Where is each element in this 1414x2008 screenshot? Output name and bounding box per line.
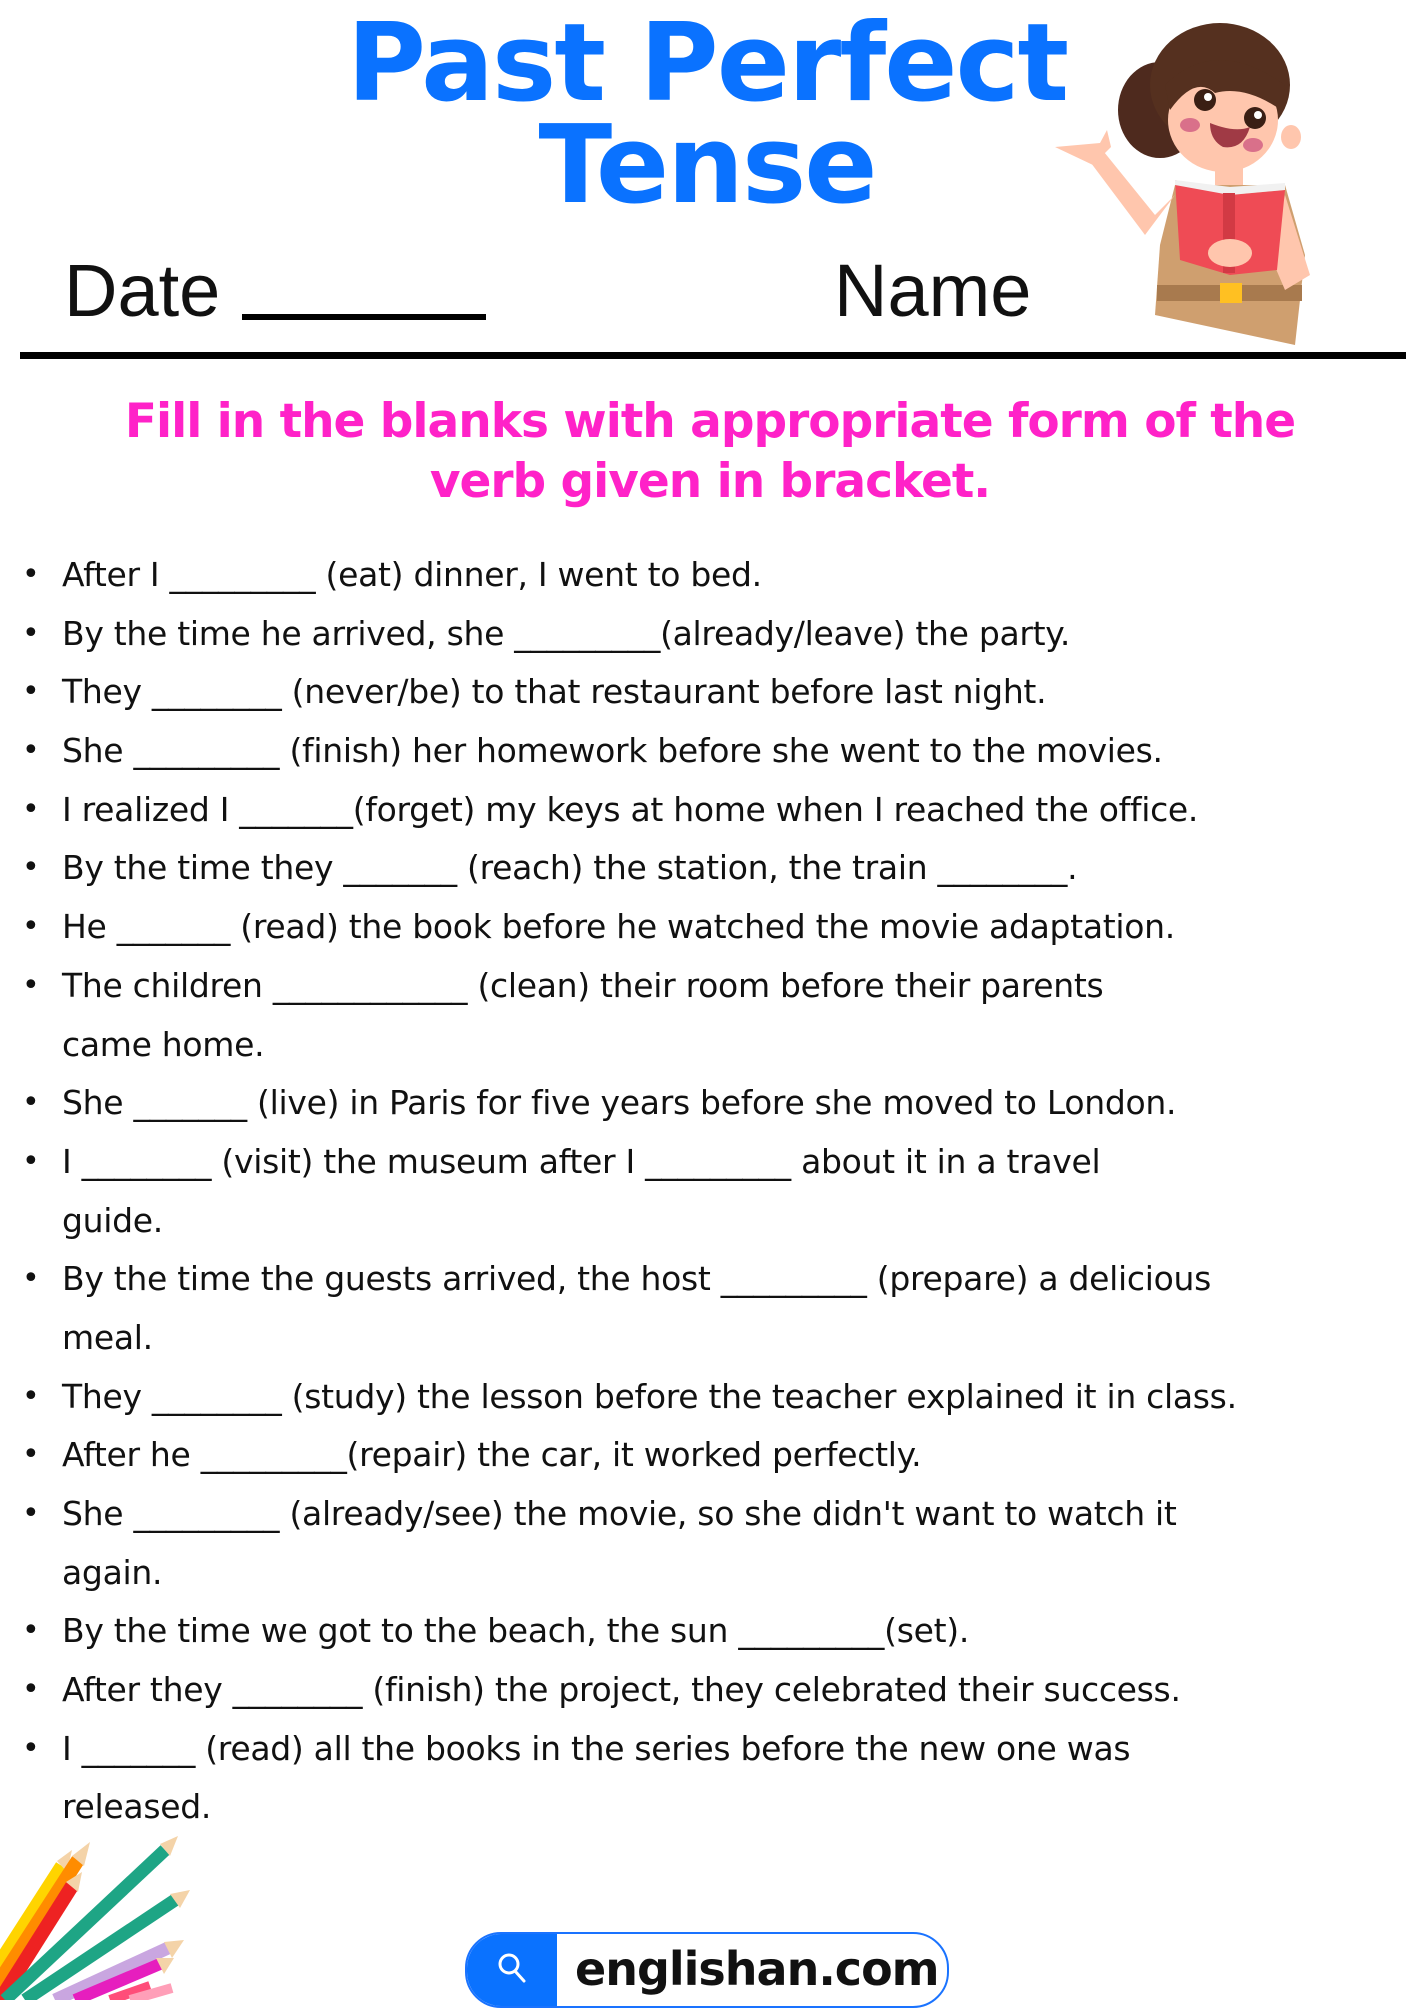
bullet: •	[22, 1437, 40, 1473]
search-icon	[497, 1952, 527, 1984]
exercise-text: By the time the guests arrived, the host _________ (prepare) a delicious	[62, 1259, 1211, 1299]
bullet: •	[22, 1085, 40, 1121]
bullet: •	[22, 850, 40, 886]
list-item	[0, 781, 1414, 840]
list-item	[0, 1426, 1414, 1485]
exercise-text: They ________ (study) the lesson before the teacher explained it in class.	[62, 1376, 1237, 1416]
exercise-text: The children ____________ (clean) their room before their parents	[62, 965, 1104, 1005]
bullet: •	[22, 1143, 40, 1179]
exercise-text: guide.	[62, 1200, 163, 1240]
exercise-text: After they ________ (finish) the project, they celebrated their success.	[62, 1670, 1181, 1710]
exercise-text: She _________ (finish) her homework before she went to the movies.	[62, 731, 1163, 771]
bullet: •	[22, 1496, 40, 1531]
exercise-text: I _______ (read) all the books in the series before the new one was	[62, 1728, 1131, 1768]
list-item	[0, 1485, 1414, 1544]
list-item	[0, 1368, 1414, 1427]
exercise-text: They ________ (never/be) to that restaurant before last night.	[62, 672, 1047, 712]
list-item-continuation	[0, 1192, 1414, 1251]
list-item	[0, 663, 1414, 722]
exercise-text: came home.	[62, 1024, 265, 1064]
exercise-text: She _________ (already/see) the movie, so she didn't want to watch it	[62, 1494, 1177, 1533]
bullet: •	[22, 674, 40, 710]
exercise-text: He _______ (read) the book before he watched the movie adaptation.	[62, 907, 1175, 947]
exercise-text: After he _________(repair) the car, it worked perfectly.	[62, 1435, 922, 1475]
instruction-heading	[60, 392, 1360, 512]
list-item-continuation	[0, 1016, 1414, 1075]
list-item	[0, 898, 1414, 957]
exercise-list	[0, 546, 1414, 1837]
list-item-continuation	[0, 1778, 1414, 1837]
list-item	[0, 1074, 1414, 1133]
list-item-continuation	[0, 1309, 1414, 1368]
search-button[interactable]	[467, 1934, 557, 2006]
site-url[interactable]: englishan.com	[575, 1942, 939, 1996]
bullet: •	[22, 1672, 40, 1708]
header-divider	[20, 352, 1406, 359]
exercise-text: By the time he arrived, she _________(already/leave) the party.	[62, 613, 1071, 653]
exercise-text: meal.	[62, 1317, 153, 1357]
exercise-text: released.	[62, 1787, 212, 1827]
page-title-line2: Tense	[538, 103, 876, 228]
bullet: •	[22, 557, 40, 592]
bullet: •	[22, 909, 40, 945]
list-item	[0, 1250, 1414, 1309]
colored-pencils-icon	[0, 1828, 200, 2000]
exercise-text: I ________ (visit) the museum after I _________ about it in a travel	[62, 1141, 1101, 1181]
exercise-text: By the time we got to the beach, the sun _________(set).	[62, 1611, 970, 1651]
list-item	[0, 957, 1414, 1016]
list-item	[0, 1720, 1414, 1779]
bullet: •	[22, 615, 40, 651]
list-item	[0, 839, 1414, 898]
list-item	[0, 1602, 1414, 1661]
exercise-text: After I _________ (eat) dinner, I went to bed.	[62, 555, 762, 594]
list-item	[0, 1661, 1414, 1720]
bullet: •	[22, 1730, 40, 1766]
page-title-line1: Past Perfect	[346, 1, 1068, 126]
exercise-text: I realized I _______(forget) my keys at home when I reached the office.	[62, 789, 1199, 829]
list-item	[0, 546, 1414, 605]
instruction-line2: verb given in bracket.	[429, 454, 991, 509]
teacher-girl-illustration-icon	[1045, 15, 1315, 350]
date-blank-line[interactable]	[242, 314, 486, 320]
site-search-pill[interactable]	[465, 1932, 949, 2008]
instruction-line1: Fill in the blanks with appropriate form of the	[124, 394, 1296, 449]
bullet: •	[22, 733, 40, 769]
date-label: Date	[64, 249, 221, 332]
list-item	[0, 722, 1414, 781]
bullet: •	[22, 1261, 40, 1297]
exercise-text: She _______ (live) in Paris for five years before she moved to London.	[62, 1083, 1177, 1123]
bullet: •	[22, 967, 40, 1003]
bullet: •	[22, 791, 40, 827]
list-item-continuation	[0, 1544, 1414, 1603]
list-item	[0, 1133, 1414, 1192]
name-label: Name	[834, 249, 1032, 332]
exercise-text: By the time they _______ (reach) the station, the train ________.	[62, 848, 1078, 888]
list-item	[0, 605, 1414, 664]
exercise-text: again.	[62, 1552, 163, 1592]
bullet: •	[22, 1378, 40, 1414]
bullet: •	[22, 1613, 40, 1649]
